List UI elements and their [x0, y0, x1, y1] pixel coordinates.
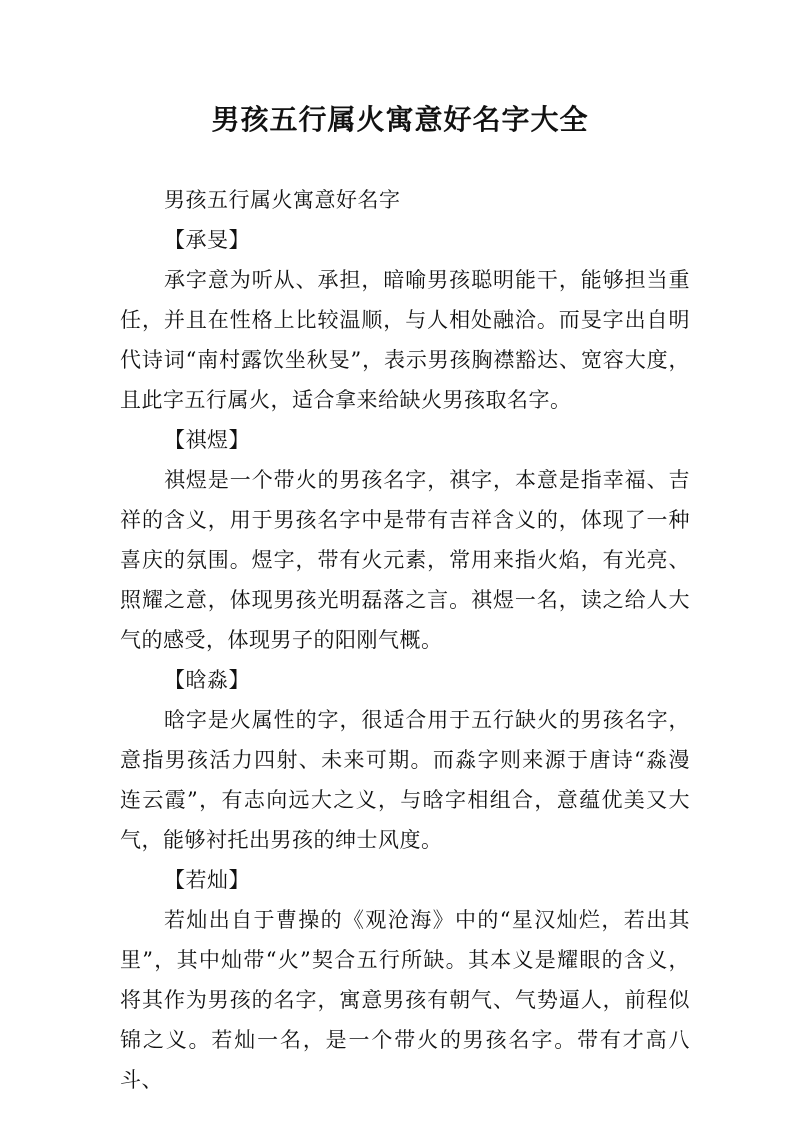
document-title: 男孩五行属火寓意好名字大全: [211, 103, 589, 136]
document-body: [120, 180, 690, 1100]
section-heading-ruocan: 【若灿】: [164, 868, 250, 892]
intro-line: 男孩五行属火寓意好名字: [164, 188, 401, 212]
section-heading-chengmin: 【承旻】: [164, 228, 250, 252]
section-heading-hanmiao: 【晗淼】: [164, 668, 250, 692]
section-body-hanmiao: 晗字是火属性的字，很适合用于五行缺火的男孩名字，意指男孩活力四射、未来可期。而淼字则来源于唐诗“淼漫连云霞”，有志向远大之义，与晗字相组合，意蕴优美又大气，能够衬托出男孩的绅士风度。: [120, 708, 690, 852]
section-body-ruocan: 若灿出自于曹操的《观沧海》中的“星汉灿烂，若出其里”，其中灿带“火”契合五行所缺。其本义是耀眼的含义，将其作为男孩的名字，寓意男孩有朝气、气势逼人，前程似锦之义。若灿一名，是一个带火的男孩名字。带有才高八斗、: [120, 908, 690, 1092]
section-heading-qiyu: 【祺煜】: [164, 428, 250, 452]
section-body-qiyu: 祺煜是一个带火的男孩名字，祺字，本意是指幸福、吉祥的含义，用于男孩名字中是带有吉祥含义的，体现了一种喜庆的氛围。煜字，带有火元素，常用来指火焰，有光亮、照耀之意，体现男孩光明磊落之言。祺煜一名，读之给人大气的感受，体现男子的阳刚气概。: [120, 468, 690, 652]
section-body-chengmin: 承字意为听从、承担，暗喻男孩聪明能干，能够担当重任，并且在性格上比较温顺，与人相处融洽。而旻字出自明代诗词“南村露饮坐秋旻”，表示男孩胸襟豁达、宽容大度，且此字五行属火，适合拿来给缺火男孩取名字。: [120, 268, 690, 412]
